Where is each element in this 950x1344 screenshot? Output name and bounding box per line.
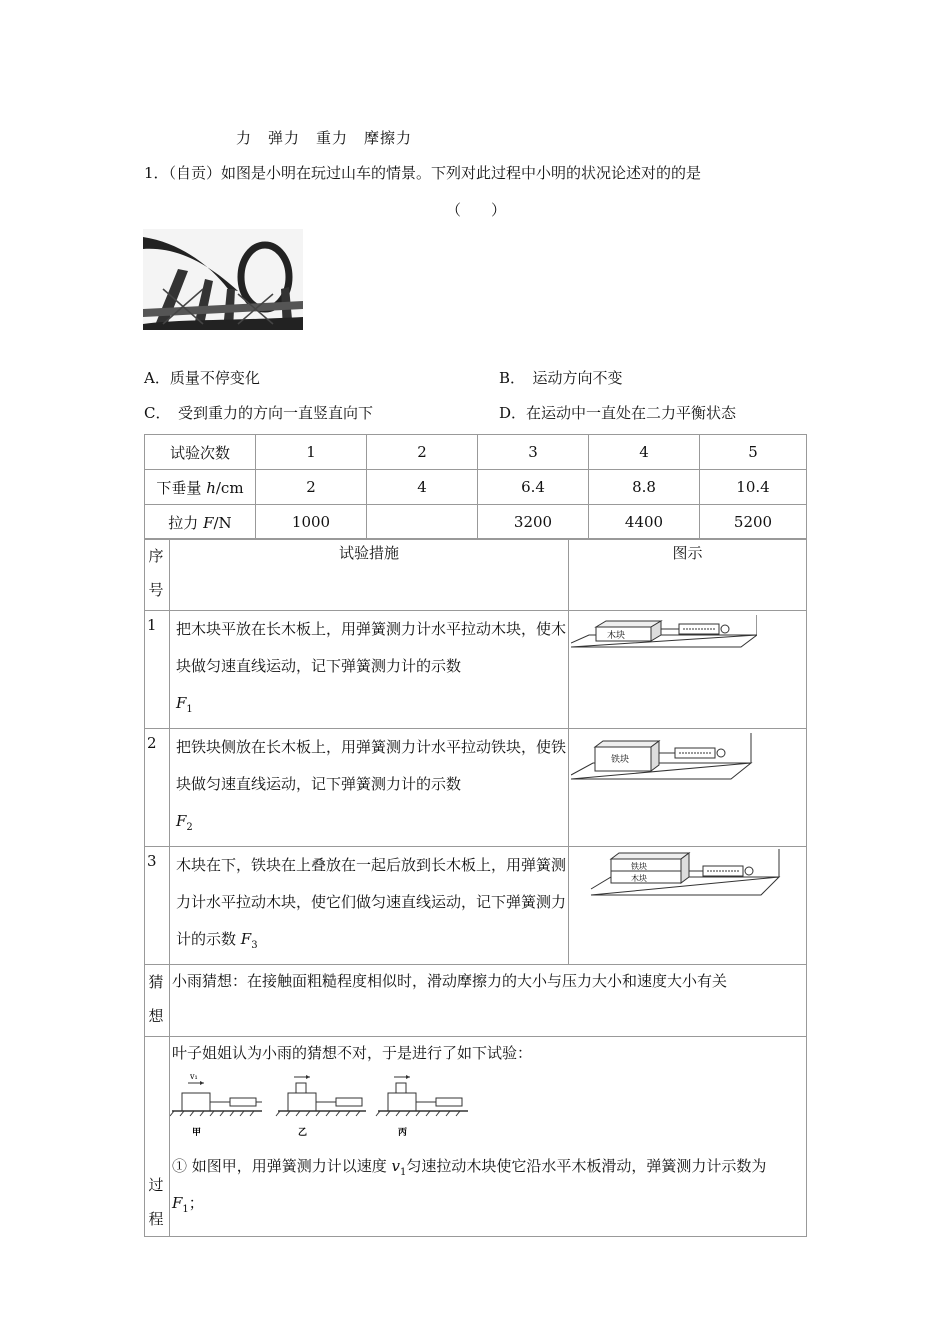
table-header: 5 [700,435,807,470]
svg-text:木块: 木块 [607,631,626,641]
row-label: 拉力 F/N [145,505,256,540]
table-row [145,435,807,470]
measure-cell: 把铁块侧放在长木板上，用弹簧测力计水平拉动铁块，使铁块做匀速直线运动，记下弹簧测力计的示数 $F_2$ [170,729,569,847]
table-row [145,1037,807,1237]
table-header: 4 [589,435,700,470]
fig-label-yi: 乙 [298,1128,308,1138]
table-header: 3 [478,435,589,470]
question-number: 1． [144,164,169,182]
table-cell: 2 [256,470,367,505]
question-1 [144,162,701,183]
table-header: 1 [256,435,367,470]
table-row [145,611,807,729]
page-title: 力 弹力 重力 摩擦力 [236,129,413,147]
option-c: C． 受到重力的方向一直竖直向下 [144,404,373,422]
process-cell [170,1037,807,1237]
option-d: D．在运动中一直处在二力平衡状态 [499,404,737,422]
wood-block-diagram [571,613,757,653]
table-row [145,539,807,611]
data-table [144,434,807,540]
table-row [145,505,807,540]
guess-text: 小雨猜想：在接触面粗糙程度相似时，滑动摩擦力的大小与压力大小和速度大小有关 [170,965,807,1037]
option-b: B． 运动方向不变 [499,369,623,387]
process-figures [170,1069,480,1139]
option-a: A．质量不停变化 [144,369,260,387]
table-header: 试验次数 [145,435,256,470]
table-cell: 4400 [589,505,700,540]
process-intro: 叶子姐姐认为小雨的猜想不对，于是进行了如下试验： [172,1044,533,1062]
fig-label-bing: 丙 [398,1128,408,1138]
table-cell: 3200 [478,505,589,540]
process-label: 过 程 [145,1037,170,1237]
diagram-cell [569,847,807,965]
diagram-cell [569,729,807,847]
measure-cell: 木块在下，铁块在上叠放在一起后放到长木板上，用弹簧测力计水平拉动木块，使它们做匀速直线运动，记下弹簧测力计的示数 $F_3$ [170,847,569,965]
svg-text:木块: 木块 [631,874,647,883]
table-header: 2 [367,435,478,470]
process-step-1: ① 如图甲，用弹簧测力计以速度 $v_1$匀速拉动木块使它沿水平木板滑动，弹簧测力计示数为 $F_1$； [172,1157,767,1215]
svg-text:铁块: 铁块 [611,755,630,765]
question-text: （自贡）如图是小明在玩过山车的情景。下列对此过程中小明的状况论述对的的是 [168,164,702,182]
table-cell: 4 [367,470,478,505]
roller-coaster-image [143,229,303,330]
table-cell: 1000 [256,505,367,540]
seq-cell: 3 [145,847,170,965]
table-cell: 8.8 [589,470,700,505]
iron-block-diagram [571,731,757,787]
measure-header: 试验措施 [170,539,569,611]
table-row [145,729,807,847]
guess-label: 猜 想 [145,965,170,1037]
table-cell: 10.4 [700,470,807,505]
stacked-block-diagram [571,849,781,899]
table-cell: 6.4 [478,470,589,505]
table-row [145,847,807,965]
table-row [145,470,807,505]
fig-label-jia: 甲 [192,1128,202,1138]
experiment-table [144,538,807,1237]
seq-cell: 2 [145,729,170,847]
seq-header: 序 号 [145,539,170,611]
seq-cell: 1 [145,611,170,729]
diagram-header: 图示 [569,539,807,611]
table-cell: 5200 [700,505,807,540]
svg-text:铁块: 铁块 [631,862,647,871]
row-label: 下垂量 h/cm [145,470,256,505]
measure-cell: 把木块平放在长木板上，用弹簧测力计水平拉动木块，使木块做匀速直线运动，记下弹簧测力计的示数 $F_1$ [170,611,569,729]
svg-text:v₁: v₁ [190,1072,198,1081]
diagram-cell [569,611,807,729]
table-cell [367,505,478,540]
answer-paren: （ ） [446,201,507,219]
table-row [145,965,807,1037]
